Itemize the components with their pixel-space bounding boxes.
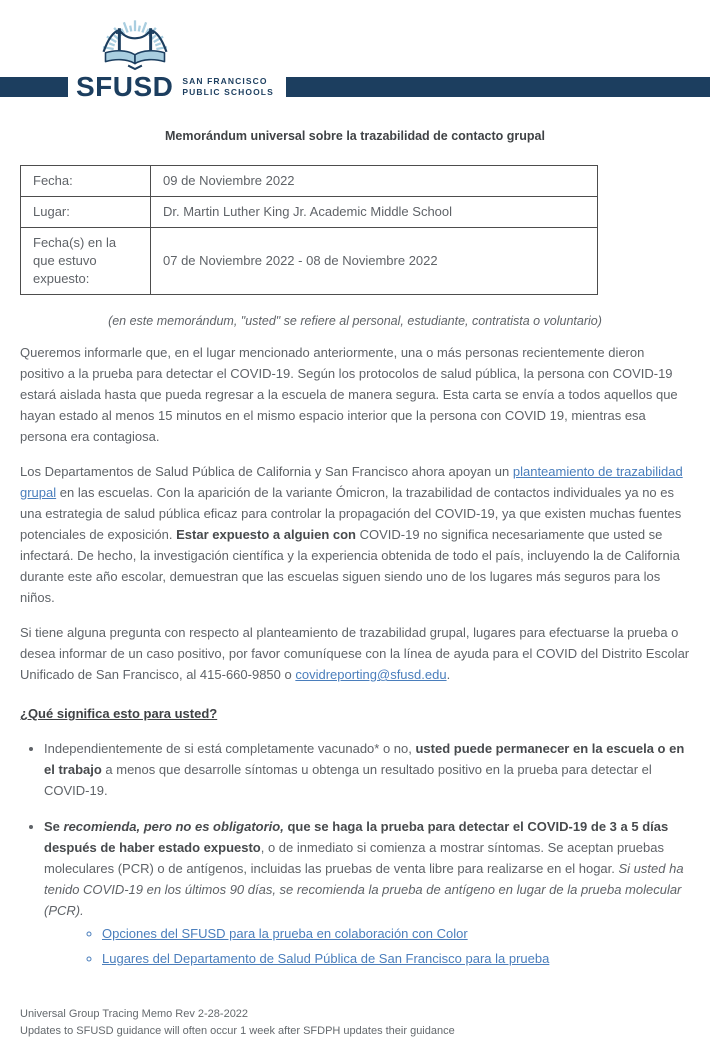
header <box>0 0 710 104</box>
b1-text-1: Independientemente de si está completamente vacunado* o no, <box>44 741 416 756</box>
open-book-icon <box>106 51 165 69</box>
sub-link-item-sfdph <box>102 948 690 970</box>
b1-text-2: a menos que desarrolle síntomas u obtenga un resultado positivo en la prueba para detectar el COVID-19. <box>44 762 652 798</box>
sfusd-logo-icon <box>76 5 194 75</box>
b2-normal-text: , o de inmediato si comienza a mostrar síntomas. Se aceptan pruebas moleculares (PCR) o de antígenos, incluidas las pruebas de venta libre para realizarse en el hogar. <box>44 840 664 876</box>
sfusd-wordmark: SFUSD <box>76 71 174 102</box>
row-label-fecha: Fecha: <box>21 166 151 197</box>
p3-text-after-link: . <box>446 667 451 682</box>
b1-bold-text: usted puede permanecer en la escuela o en el trabajo <box>44 741 685 777</box>
covid-reporting-email-link[interactable]: covidreporting@sfusd.edu <box>295 667 447 682</box>
section-heading-what-it-means: ¿Qué significa esto para usted? <box>20 706 218 721</box>
bullet-stay-at-school <box>44 738 690 801</box>
group-tracing-approach-link[interactable]: planteamiento de trazabilidad grupal <box>20 464 683 500</box>
table-row-fecha <box>21 166 598 197</box>
header-bar-left <box>0 77 68 97</box>
header-brand-row <box>0 71 710 102</box>
bullet-testing-recommendation <box>44 816 690 970</box>
row-label-fechas-expuesto: Fecha(s) en la que estuvo expuesto: <box>21 228 151 295</box>
p2-text-after-link: en las escuelas. Con la aparición de la variante Ómicron, la trazabilidad de contactos individuales ya no es una estrategia de salud pública eficaz para controlar la propagación del COVID-19, ya que existen muchas fuentes potenciales de exposición. <box>20 485 682 542</box>
footer-guidance-line: Updates to SFUSD guidance will often occur 1 week after SFDPH updates their guidance <box>20 1025 455 1037</box>
testing-links-list <box>44 923 690 970</box>
paragraph-contact-info <box>20 622 690 685</box>
paragraph-group-tracing <box>20 461 690 608</box>
p3-text-before-link: Si tiene alguna pregunta con respecto al planteamiento de trazabilidad grupal, lugares para efectuarse la prueba o desea informar de un caso positivo, por favor comuníquese con la línea de ayuda para el COVID del Distrito Escolar Unificado de San Francisco, al 415-660-9850 o <box>20 625 690 682</box>
table-row-fechas-expuesto <box>21 228 598 295</box>
b2-bold-tail: que se haga la prueba para detectar el COVID-19 de 3 a 5 días después de haber estado expuesto <box>44 819 669 855</box>
sub-link-item-color <box>102 923 690 945</box>
tagline-line-1: SAN FRANCISCO <box>182 75 268 86</box>
guidance-bullet-list <box>20 738 690 970</box>
sfdph-testing-sites-link[interactable]: Lugares del Departamento de Salud Pública de San Francisco para la prueba <box>102 951 550 966</box>
row-value-fecha: 09 de Noviembre 2022 <box>151 166 598 197</box>
b2-bold-lead: Se <box>44 819 64 834</box>
table-row-lugar <box>21 197 598 228</box>
b2-italic-text: Si usted ha tenido COVID-19 en los últimos 90 días, se recomienda la prueba de antígeno en lugar de la prueba molecular (PCR). <box>44 861 684 918</box>
row-value-fechas-expuesto: 07 de Noviembre 2022 - 08 de Noviembre 2022 <box>151 228 598 295</box>
p2-text-rest: COVID-19 no significa necesariamente que usted se infectará. De hecho, la investigación científica y la experiencia obtenida de todo el país, incluyendo la de California durante este año escolar, demuestran que las escuelas siguen siendo uno de los lugares más seguros para los niños. <box>20 527 680 605</box>
p2-text-before-link: Los Departamentos de Salud Pública de California y San Francisco ahora apoyan un <box>20 464 513 479</box>
tagline-line-2: PUBLIC SCHOOLS <box>182 87 274 97</box>
exposure-info-table <box>20 165 598 295</box>
p2-bold-text: Estar expuesto a alguien con <box>176 527 356 542</box>
paragraph-positive-case: Queremos informarle que, en el lugar mencionado anteriormente, una o más personas recientemente dieron positivo a la prueba para detectar el COVID-19. Según los protocolos de salud pública, la persona con COVID-19 estará aislada hasta que pueda regresar a la escuela de manera segura. Esta carta se envía a todos aquellos que hayan estado al menos 15 minutos en el mismo espacio interior que la persona con COVID 19, mientras esa persona era contagiosa. <box>20 345 678 444</box>
row-value-lugar: Dr. Martin Luther King Jr. Academic Middle School <box>151 197 598 228</box>
footer <box>20 1006 690 1040</box>
memo-title: Memorándum universal sobre la trazabilidad de contacto grupal <box>165 129 545 143</box>
sfusd-color-testing-link[interactable]: Opciones del SFUSD para la prueba en colaboración con Color <box>102 926 468 941</box>
footer-revision-line: Universal Group Tracing Memo Rev 2-28-2022 <box>20 1008 249 1020</box>
row-label-lugar: Lugar: <box>21 197 151 228</box>
usted-definition-note: (en este memorándum, "usted" se refiere al personal, estudiante, contratista o voluntario) <box>108 314 602 328</box>
b2-bold-italic: recomienda, pero no es obligatorio, <box>63 819 284 834</box>
header-bar-right <box>286 77 710 97</box>
sfusd-tagline <box>182 76 273 98</box>
